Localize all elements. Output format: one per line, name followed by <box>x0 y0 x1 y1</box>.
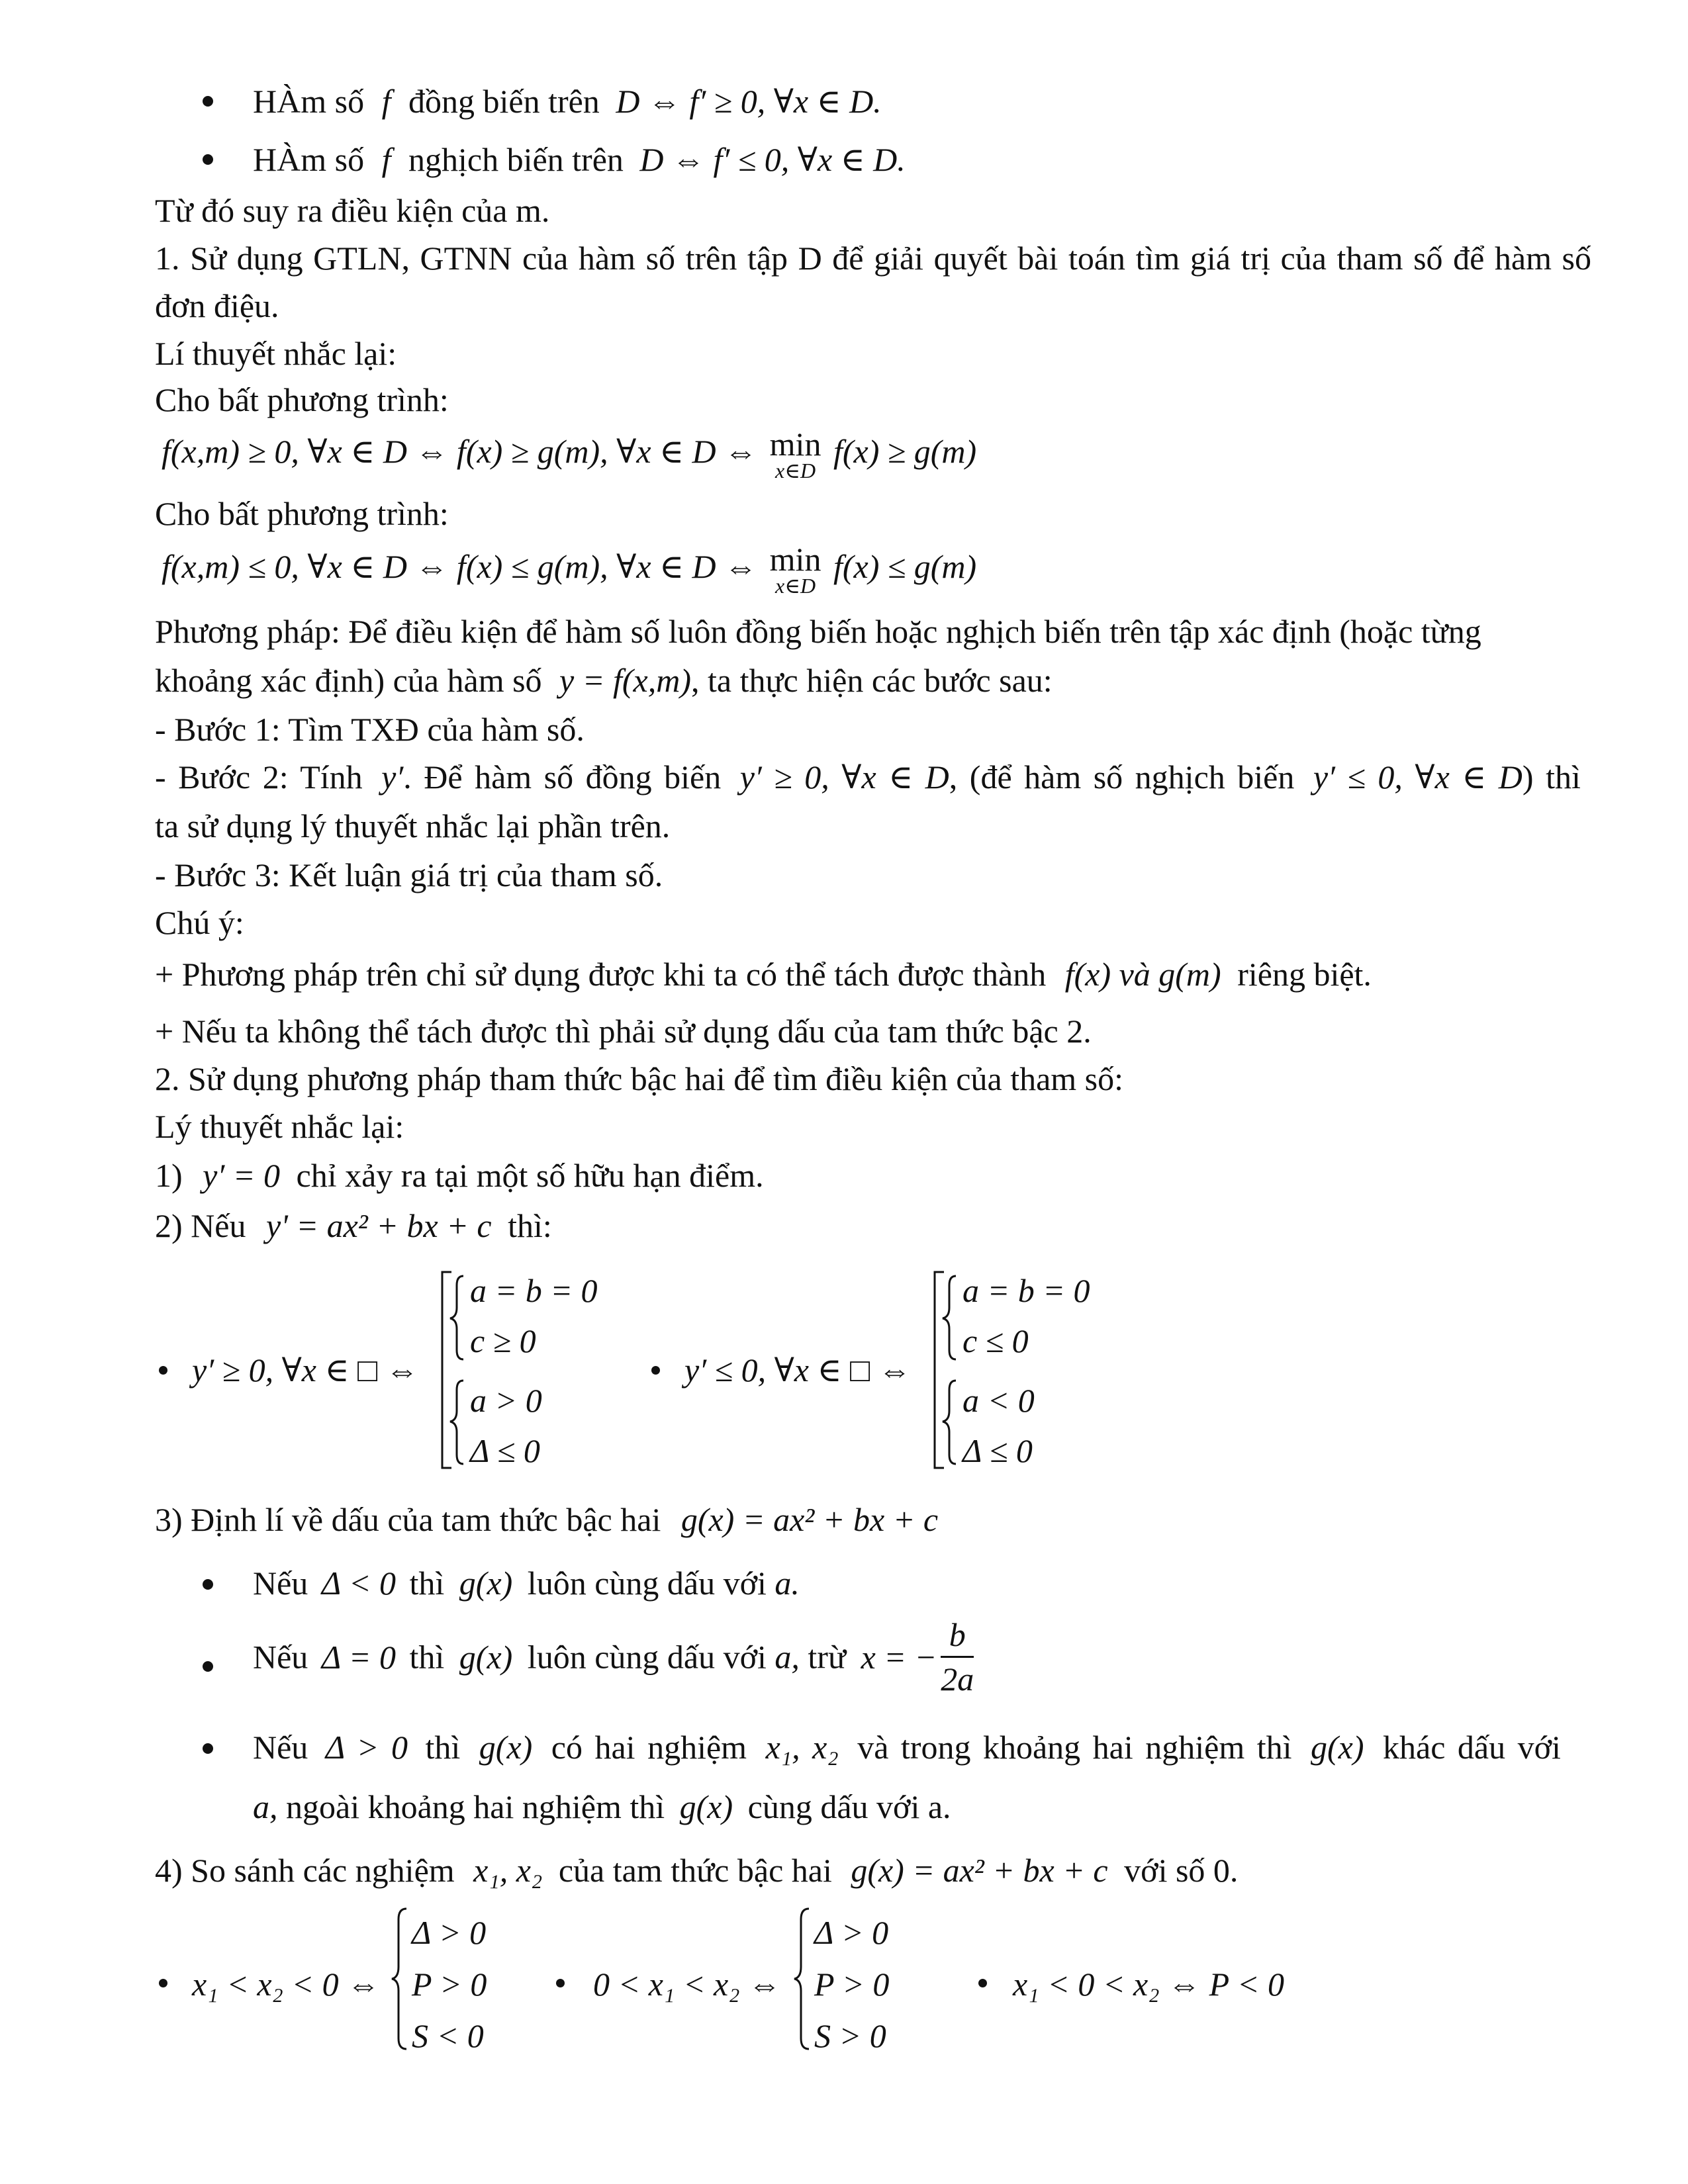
item-4: 4) So sánh các nghiệm x₁, x₂ của tam thức bậc hai g(x) = ax² + bx + c với số 0. <box>155 1852 1239 1889</box>
cmp1-row-1: Δ > 0 <box>412 1914 487 1951</box>
sign-rule-3-cont: a, ngoài khoảng hai nghiệm thì g(x) cùng dấu với a. <box>253 1788 951 1825</box>
phuong-phap-line-2: khoảng xác định) của hàm số y = f(x,m), ta thực hiện các bước sau: <box>155 662 1053 699</box>
sys-right-row-4: Δ ≤ 0 <box>962 1432 1033 1469</box>
bullet-icon <box>159 1366 167 1375</box>
line-tu-do: Từ đó suy ra điều kiện của m. <box>155 192 550 229</box>
sys-right-row-1: a = b = 0 <box>962 1272 1090 1309</box>
sys-left-row-4: Δ ≤ 0 <box>470 1432 540 1469</box>
item-1: 1) y′ = 0 chỉ xảy ra tại một số hữu hạn điểm. <box>155 1157 764 1194</box>
fraction: $\frac{b}{2a}$ <box>941 1614 974 1700</box>
section1-title: 1. Sử dụng GTLN, GTNN của hàm số trên tập D để giải quyết bài toán tìm giá trị của tham số để hàm số đơn điệu. <box>155 240 1591 324</box>
sys-left-lhs: y′ ≥ 0, ∀x ∈ □ ⇔ <box>192 1351 419 1388</box>
section2-title: 2. Sử dụng phương pháp tham thức bậc hai để tìm điều kiện của tham số: <box>155 1060 1124 1097</box>
sys-left-row-3: a > 0 <box>470 1382 542 1419</box>
chu-y-heading: Chú ý: <box>155 904 244 941</box>
sys-right-row-2: c ≤ 0 <box>962 1322 1029 1359</box>
bullet-icon <box>203 154 213 165</box>
bullet-icon <box>203 1661 213 1672</box>
sign-rule-3: Nếu Δ > 0 thì g(x) có hai nghiệm x₁, x₂ và trong khoảng hai nghiệm thì g(x) khác dấu với <box>253 1729 1561 1766</box>
bullet-icon <box>203 1579 213 1590</box>
bullet-icon <box>159 1979 167 1987</box>
sign-rule-2: Nếu Δ = 0 thì g(x) luôn cùng dấu với a, trừ x = − $\frac{b}{2a}$ <box>253 1614 1688 1700</box>
buoc-3: - Bước 3: Kết luận giá trị của tham số. <box>155 856 663 893</box>
cho-bpt-2: Cho bất phương trình: <box>155 495 449 532</box>
equation-1: f(x,m) ≥ 0, ∀x ∈ D ⇔ f(x) ≥ g(m), ∀x ∈ D ⇔ min x∈D f(x) ≥ g(m) <box>162 426 977 482</box>
item-3: 3) Định lí về dấu của tam thức bậc hai g(x) = ax² + bx + c <box>155 1501 939 1538</box>
min-operator: min <box>769 541 821 578</box>
cmp2-row-1: Δ > 0 <box>814 1914 889 1951</box>
phuong-phap-line-1: Phương pháp: Để điều kiện để hàm số luôn đồng biến hoặc nghịch biến trên tập xác định (hoặc từng <box>155 613 1481 650</box>
sys-right-lhs: y′ ≤ 0, ∀x ∈ □ ⇔ <box>684 1351 912 1388</box>
cmp3: x₁ < 0 < x₂ ⇔ P < 0 <box>1013 1966 1285 2003</box>
buoc-2-line-2: ta sử dụng lý thuyết nhắc lại phần trên. <box>155 807 671 844</box>
cmp2-brace <box>792 1906 812 2052</box>
bullet-icon <box>203 1743 213 1754</box>
cmp2-row-3: S > 0 <box>814 2017 886 2054</box>
bullet-icon <box>556 1979 565 1987</box>
equation-2: f(x,m) ≤ 0, ∀x ∈ D ⇔ f(x) ≤ g(m), ∀x ∈ D ⇔ min x∈D f(x) ≤ g(m) <box>162 541 977 598</box>
sys-left-row-2: c ≥ 0 <box>470 1322 536 1359</box>
min-operator: min <box>769 426 821 463</box>
bullet-line-2: HÀm số f nghịch biến trên D ⇔ f′ ≤ 0, ∀x ∈ D. <box>253 141 906 178</box>
cmp1-brace <box>389 1906 409 2052</box>
cmp2-row-2: P > 0 <box>814 1966 890 2003</box>
li-thuyet-heading: Lí thuyết nhắc lại: <box>155 335 397 372</box>
cmp2-lhs: 0 < x₁ < x₂ ⇔ <box>593 1966 782 2003</box>
bullet-icon <box>978 1979 987 1987</box>
cmp1-lhs: x₁ < x₂ < 0 ⇔ <box>192 1966 381 2003</box>
item-2: 2) Nếu y' = ax² + bx + c thì: <box>155 1207 552 1244</box>
sign-rule-1: Nếu Δ < 0 thì g(x) luôn cùng dấu với a. <box>253 1565 800 1602</box>
sys-left-row-1: a = b = 0 <box>470 1272 598 1309</box>
chu-y-2: + Nếu ta không thể tách được thì phải sử dụng dấu của tam thức bậc 2. <box>155 1013 1092 1050</box>
bullet-icon <box>651 1366 660 1375</box>
bullet-line-1: HÀm số f đồng biến trên D ⇔ f′ ≥ 0, ∀x ∈ D. <box>253 83 882 120</box>
chu-y-1: + Phương pháp trên chỉ sử dụng được khi ta có thể tách được thành f(x) và g(m) riêng biệt. <box>155 956 1372 993</box>
ly-thuyet-2: Lý thuyết nhắc lại: <box>155 1108 404 1145</box>
cmp1-row-2: P > 0 <box>412 1966 487 2003</box>
sys-right-row-3: a < 0 <box>962 1382 1035 1419</box>
cho-bpt-1: Cho bất phương trình: <box>155 381 449 418</box>
buoc-2-line-1: - Bước 2: Tính y′. Để hàm số đồng biến y′ ≥ 0, ∀x ∈ D, (để hàm số nghịch biến y′ ≤ 0, ∀x ∈ D) thì <box>155 758 1581 796</box>
bullet-icon <box>203 96 213 107</box>
buoc-1: - Bước 1: Tìm TXĐ của hàm số. <box>155 711 585 748</box>
cmp1-row-3: S < 0 <box>412 2017 484 2054</box>
